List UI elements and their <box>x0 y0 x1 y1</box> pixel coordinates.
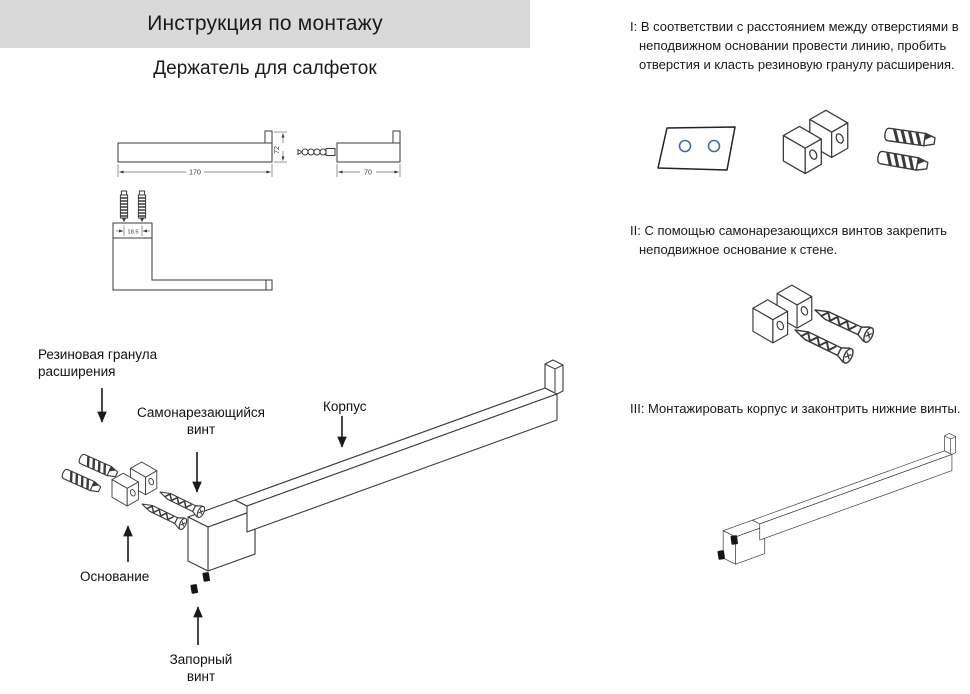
end-view-drawing <box>298 131 400 177</box>
dowel-illustration <box>877 128 935 172</box>
front-view-drawing <box>113 191 272 290</box>
label-locking-screw: Запорный винт <box>169 652 233 684</box>
step-2-text: II: С помощью самонарезающихся винтов закрепить неподвижное основание к стене. <box>630 223 947 257</box>
set-screw-illustration <box>190 572 210 594</box>
side-view-drawing <box>118 131 287 177</box>
step-1-illustration <box>640 100 960 212</box>
label-self-tapping-screw: Самонарезающийся винт <box>137 405 265 437</box>
page-title-bar <box>0 0 530 48</box>
step-1-text: I: В соответствии с расстоянием между отверстиями в неподвижном основании провести линию, пробить отверстия и класть резиновую гранулу расширения. <box>630 19 959 72</box>
step-3-illustration <box>698 418 970 590</box>
dowel-illustration <box>61 453 119 493</box>
dim-depth: 70 <box>364 169 372 177</box>
body-illustration <box>188 360 563 571</box>
label-body: Корпус <box>323 399 367 414</box>
page-title: Инструкция по монтажу <box>147 12 383 35</box>
step-3-text: III: Монтажировать корпус и законтрить нижние винты. <box>630 401 961 416</box>
base-block-illustration <box>783 110 847 173</box>
exploded-diagram <box>20 340 620 694</box>
label-base: Основание <box>80 569 150 584</box>
product-subtitle: Держатель для салфеток <box>153 58 377 79</box>
dim-spacing: 18.5 <box>127 229 139 236</box>
dim-height: 72 <box>274 146 281 154</box>
label-rubber-granule: Резиновая гранула расширения <box>38 347 158 379</box>
dim-length: 170 <box>189 169 201 177</box>
wall-plate-illustration <box>658 127 735 170</box>
step-2-illustration <box>700 268 920 383</box>
technical-drawing <box>80 105 420 305</box>
base-block-illustration <box>112 462 157 506</box>
body-illustration <box>723 433 956 564</box>
